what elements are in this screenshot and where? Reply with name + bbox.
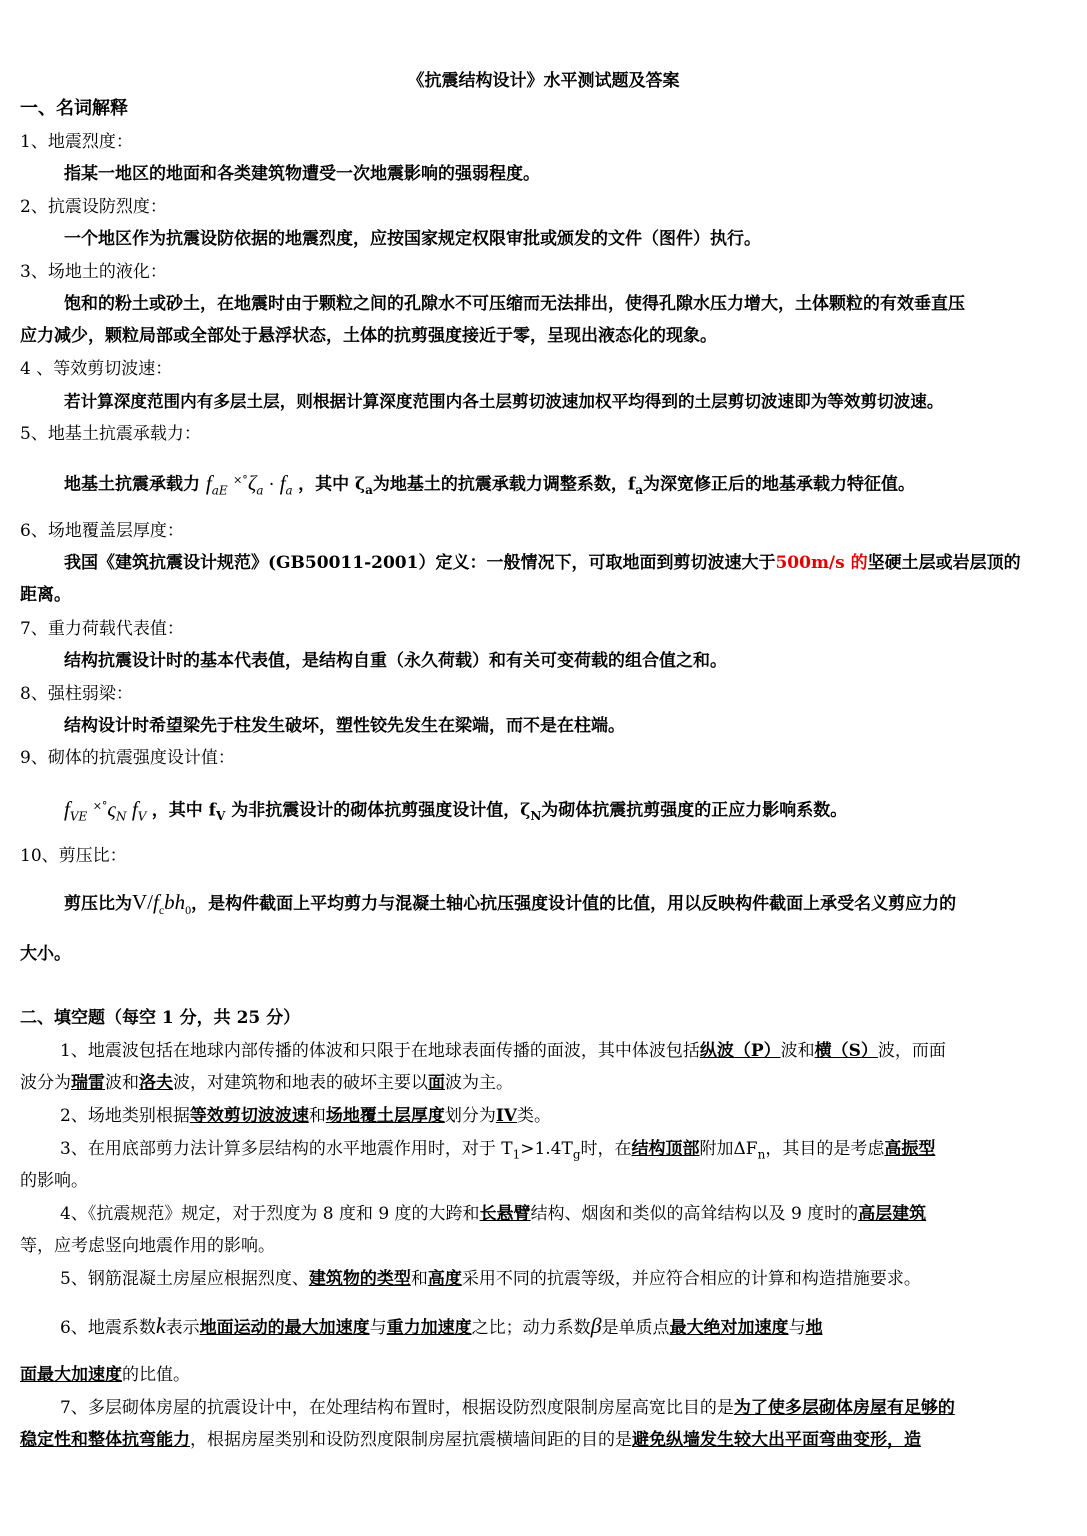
answer-class-iv: IV bbox=[495, 1106, 517, 1126]
fill-q3-line1: 3、在用底部剪力法计算多层结构的水平地震作用时，对于 $T_1>1.4T_g$时，在结构顶部附加$\Delta F_n$，其目的是考虑高振型 bbox=[60, 1139, 936, 1162]
term-4-answer: 若计算深度范围内有多层土层，则根据计算深度范围内各土层剪切波速加权平均得到的土层剪切波速即为等效剪切波速。 bbox=[64, 391, 944, 411]
fill-q7-line1: 7、多层砌体房屋的抗震设计中，在处理结构布置时，根据设防烈度限制房屋高宽比目的是为了使多层砌体房屋有足够的 bbox=[60, 1398, 955, 1418]
answer-equivalent-shear-velocity: 等效剪切波波速 bbox=[189, 1106, 309, 1126]
fill-q5: 5、钢筋混凝土房屋应根据烈度、建筑物的类型和高度采用不同的抗震等级，并应符合相应的计算和构造措施要求。 bbox=[60, 1269, 921, 1289]
answer-gravity-accel: 重力加速度 bbox=[386, 1318, 472, 1338]
document-title: 《抗震结构设计》水平测试题及答案 bbox=[407, 71, 680, 91]
term-8-question: 8、强柱弱梁： bbox=[20, 684, 133, 704]
answer-rayleigh: 瑞雷 bbox=[71, 1073, 105, 1093]
answer-ground-max-accel: 面最大加速度 bbox=[20, 1365, 122, 1385]
fill-q6-line1: 6、地震系数k表示地面运动的最大加速度与重力加速度之比；动力系数β是单质点最大绝对加速度与地 bbox=[60, 1313, 823, 1338]
term-6-answer-line2: 距离。 bbox=[20, 585, 71, 605]
term-5-answer-post: ，其中 ζ bbox=[298, 474, 366, 495]
answer-p-wave: 纵波（P） bbox=[699, 1041, 781, 1061]
fill-q7-line2: 稳定性和整体抗弯能力，根据房屋类别和设防烈度限制房屋抗震横墙间距的目的是避免纵墙发生较大出平面弯曲变形，造 bbox=[20, 1430, 921, 1450]
fill-q1-line2: 波分为瑞雷波和洛夫波，对建筑物和地表的破坏主要以面波为主。 bbox=[20, 1073, 513, 1093]
term-9-answer: $f_{VE}$ $^{\times^\circ}\varsigma_N$ $f_V$ ，其中 $f_V$ 为非抗震设计的砌体抗剪强度设计值，$\zeta_N$为砌体抗震抗剪强度的正应力影响系数。 bbox=[64, 796, 848, 824]
formula-shear-ratio: $V/f_cbh_0$ bbox=[132, 890, 192, 918]
term-1-question: 1、地震烈度： bbox=[20, 132, 133, 152]
answer-structure-top: 结构顶部 bbox=[631, 1139, 700, 1159]
term-9-question: 9、砌体的抗震强度设计值： bbox=[20, 748, 235, 768]
fill-q4-line1: 4、《抗震规范》规定，对于烈度为 8 度和 9 度的大跨和长悬臂结构、烟囱和类似的高耸结构以及 9 度时的高层建筑 bbox=[60, 1204, 927, 1224]
answer-surface: 面 bbox=[428, 1073, 445, 1093]
answer-height: 高度 bbox=[427, 1269, 462, 1289]
fill-q2: 2、场地类别根据等效剪切波波速和场地覆土层厚度划分为IV类。 bbox=[60, 1106, 551, 1126]
term-1-answer: 指某一地区的地面和各类建筑物遭受一次地震影响的强弱程度。 bbox=[64, 164, 540, 184]
term-5-answer-pre: 地基土抗震承载力 bbox=[64, 474, 200, 495]
term-6-question: 6、场地覆盖层厚度： bbox=[20, 521, 184, 541]
section2-heading: 二、填空题（每空 1 分，共 25 分） bbox=[20, 1008, 301, 1028]
term-4-question: 4 、等效剪切波速： bbox=[20, 359, 173, 379]
answer-higher-modes: 高振型 bbox=[884, 1139, 936, 1159]
term-3-answer-line2: 应力减少，颗粒局部或全部处于悬浮状态，土体的抗剪强度接近于零，呈现出液态化的现象。 bbox=[20, 326, 717, 346]
answer-max-absolute-accel: 最大绝对加速度 bbox=[669, 1318, 789, 1338]
term-2-answer: 一个地区作为抗震设防依据的地震烈度，应按国家规定权限审批或颁发的文件（图件）执行。 bbox=[64, 229, 761, 249]
term-10-question: 10、剪压比： bbox=[20, 846, 127, 866]
term-2-question: 2、抗震设防烈度： bbox=[20, 197, 167, 217]
term-8-answer: 结构设计时希望梁先于柱发生破坏，塑性铰先发生在梁端，而不是在柱端。 bbox=[64, 716, 625, 736]
fill-q4-line2: 等，应考虑竖向地震作用的影响。 bbox=[20, 1236, 275, 1256]
term-7-answer: 结构抗震设计时的基本代表值，是结构自重（永久荷载）和有关可变荷载的组合值之和。 bbox=[64, 651, 727, 671]
formula-faE: $f_{aE}$ $^{\times^\circ}\zeta_a \cdot f_a$ bbox=[205, 470, 293, 498]
fill-q3-line2: 的影响。 bbox=[20, 1171, 88, 1191]
answer-building-type: 建筑物的类型 bbox=[308, 1269, 411, 1289]
answer-avoid-bending: 避免纵墙发生较大出平面弯曲变形，造 bbox=[632, 1430, 921, 1450]
section1-heading: 一、名词解释 bbox=[20, 98, 128, 119]
term-7-question: 7、重力荷载代表值： bbox=[20, 619, 184, 639]
answer-s-wave: 横（S） bbox=[814, 1041, 878, 1061]
answer-stability: 为了使多层砌体房屋有足够的 bbox=[733, 1398, 955, 1418]
fill-q1-line1: 1、地震波包括在地球内部传播的体波和只限于在地球表面传播的面波，其中体波包括纵波（P）波和横（S）波，而面 bbox=[60, 1041, 946, 1061]
fill-q6-line2: 面最大加速度的比值。 bbox=[20, 1365, 190, 1385]
answer-max-ground-accel: 地面运动的最大加速度 bbox=[199, 1318, 370, 1338]
answer-high-rise: 高层建筑 bbox=[858, 1204, 927, 1224]
term-10-answer-line2: 大小。 bbox=[20, 944, 71, 964]
term-6-answer-line1: 我国《建筑抗震设计规范》(GB50011-2001）定义：一般情况下，可取地面到剪切波速大于500m/s 的坚硬土层或岩层顶的 bbox=[64, 553, 1021, 573]
highlight-500ms: 500m/s 的 bbox=[775, 553, 868, 573]
answer-love: 洛夫 bbox=[139, 1073, 173, 1093]
term-3-question: 3、场地土的液化： bbox=[20, 262, 167, 282]
term-5-question: 5、地基土抗震承载力： bbox=[20, 424, 201, 444]
term-5-answer: 地基土抗震承载力 $f_{aE}$ $^{\times^\circ}\zeta_a \cdot f_a$ ，其中 $\zeta_a$为地基土的抗震承载力调整系数，$f_a$为深宽修正后的地基承载力特征值。 bbox=[64, 470, 915, 498]
formula-fVE: $f_{VE}$ $^{\times^\circ}\varsigma_N$ $f_V$ bbox=[64, 796, 147, 824]
answer-long-cantilever: 长悬臂 bbox=[479, 1204, 531, 1224]
term-10-answer-line1: 剪压比为$V/f_cbh_0$，是构件截面上平均剪力与混凝土轴心抗压强度设计值的比值，用以反映构件截面上承受名义剪应力的 bbox=[64, 890, 957, 918]
term-3-answer-line1: 饱和的粉土或砂土，在地震时由于颗粒之间的孔隙水不可压缩而无法排出，使得孔隙水压力增大，土体颗粒的有效垂直压 bbox=[64, 294, 965, 314]
answer-overburden-thickness: 场地覆土层厚度 bbox=[325, 1106, 445, 1126]
